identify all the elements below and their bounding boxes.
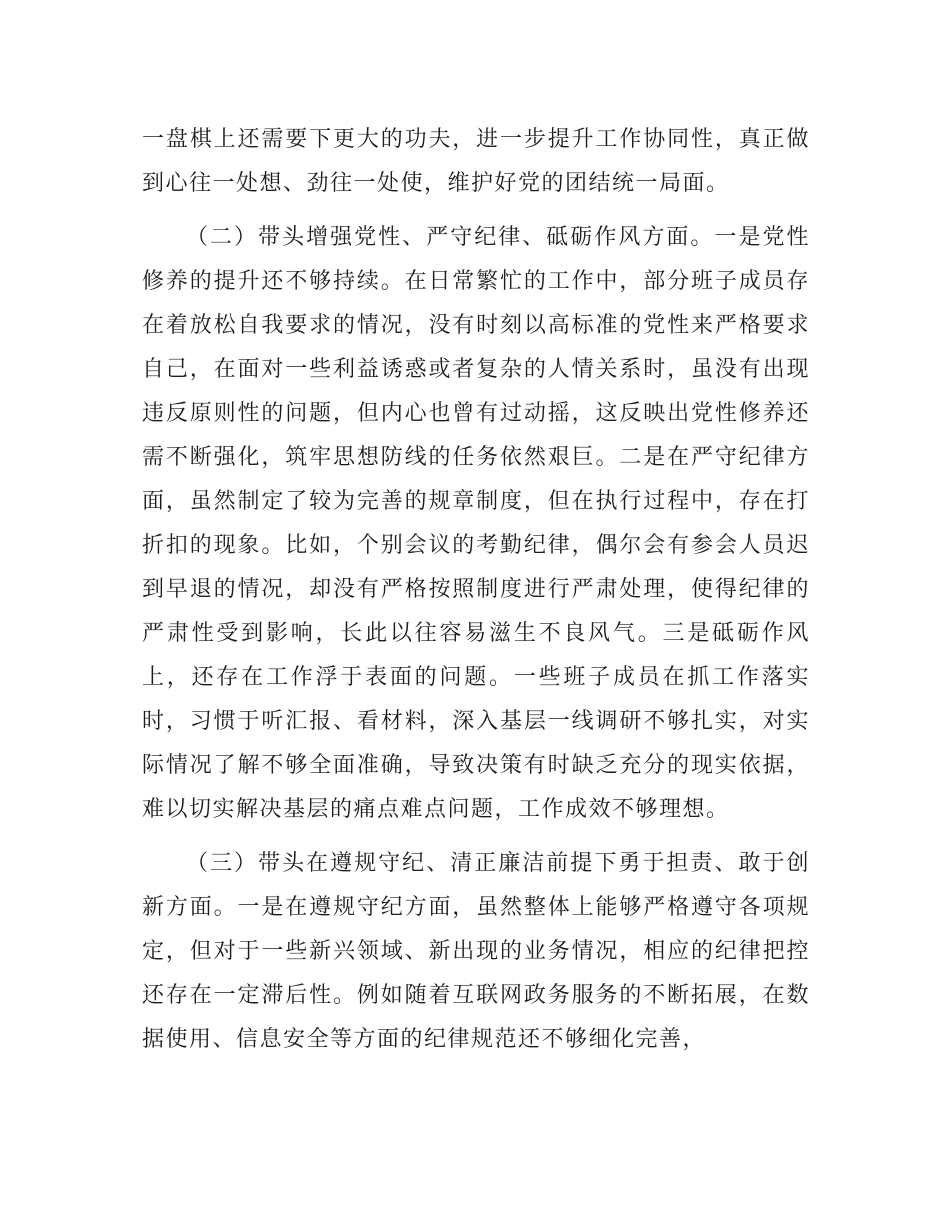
document-body <box>142 118 810 1062</box>
paragraph-section-three: （三）带头在遵规守纪、清正廉洁前提下勇于担责、敢于创新方面。一是在遵规守纪方面，虽然整体上能够严格遵守各项规定，但对于一些新兴领域、新出现的业务情况，相应的纪律把控还存在一定滞后性。例如随着互联网政务服务的不断拓展，在数据使用、信息安全等方面的纪律规范还不够细化完善， <box>142 851 810 1052</box>
paragraph-continued: 一盘棋上还需要下更大的功夫，进一步提升工作协同性，真正做到心往一处想、劲往一处使，维护好党的团结统一局面。 <box>142 127 810 196</box>
paragraph-section-two: （二）带头增强党性、严守纪律、砥砺作风方面。一是党性修养的提升还不够持续。在日常繁忙的工作中，部分班子成员存在着放松自我要求的情况，没有时刻以高标准的党性来严格要求自己，在面对一些利益诱惑或者复杂的人情关系时，虽没有出现违反原则性的问题，但内心也曾有过动摇，这反映出党性修养还需不断强化，筑牢思想防线的任务依然艰巨。二是在严守纪律方面，虽然制定了较为完善的规章制度，但在执行过程中，存在打折扣的现象。比如，个别会议的考勤纪律，偶尔会有参会人员迟到早退的情况，却没有严格按照制度进行严肃处理，使得纪律的严肃性受到影响，长此以往容易滋生不良风气。三是砥砺作风上，还存在工作浮于表面的问题。一些班子成员在抓工作落实时，习惯于听汇报、看材料，深入基层一线调研不够扎实，对实际情况了解不够全面准确，导致决策有时缺乏充分的现实依据，难以切实解决基层的痛点难点问题，工作成效不够理想。 <box>142 225 810 822</box>
